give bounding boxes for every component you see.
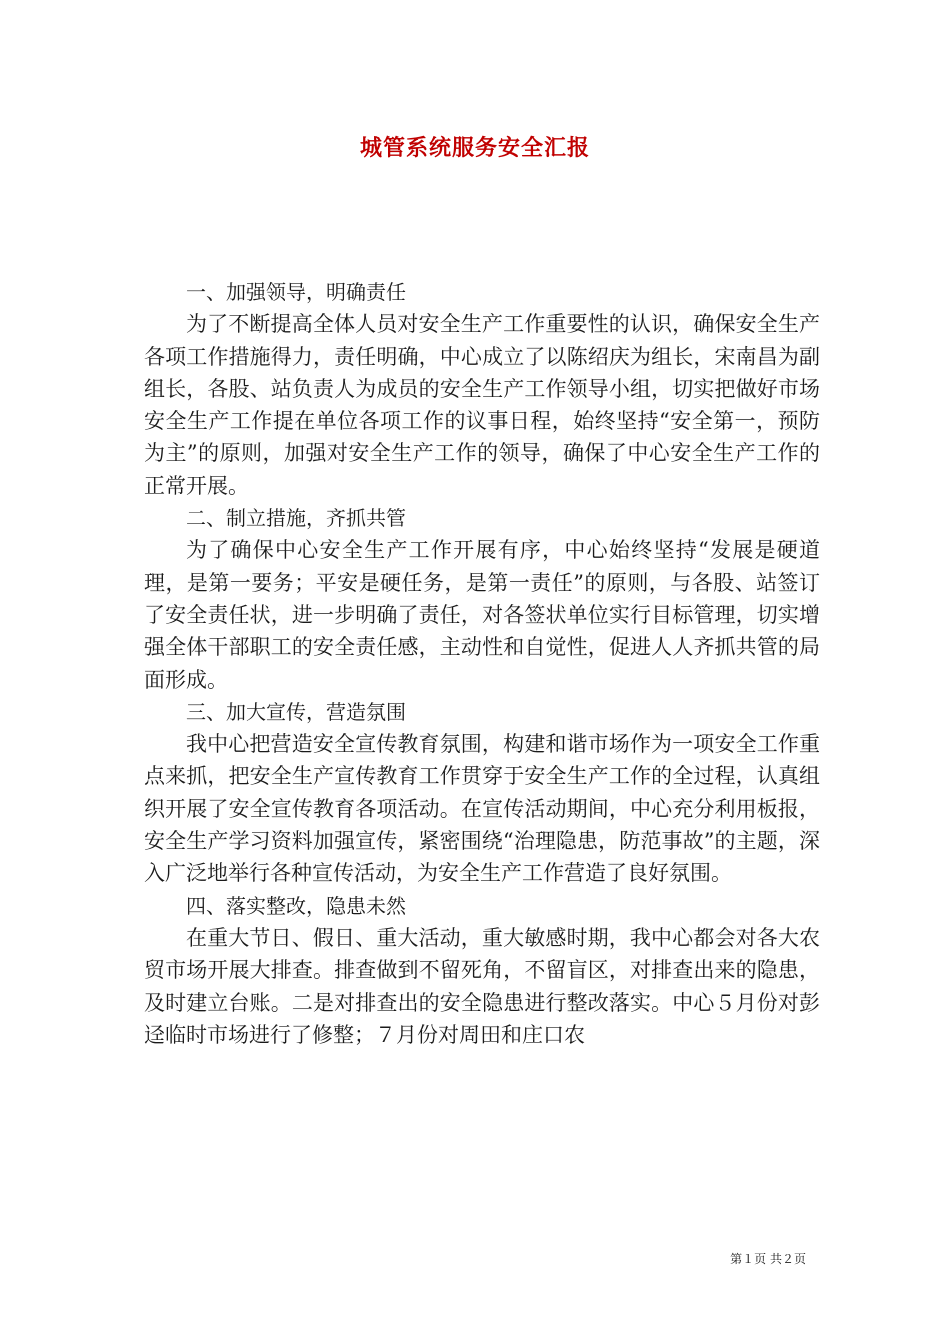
section-paragraph: 为了不断提高全体人员对安全生产工作重要性的认识，确保安全生产各项工作措施得力，责任明确，中心成立了以陈绍庆为组长，宋南昌为副组长，各股、站负责人为成员的安全生产工作领导小组，切实把做好市场安全生产工作提在单位各项工作的议事日程，始终坚持“安全第一，预防为主”的原则，加强对安全生产工作的领导，确保了中心安全生产工作的正常开展。 — [144, 312, 820, 498]
section-heading: 四、落实整改，隐患未然 — [186, 893, 406, 918]
section-paragraph: 为了确保中心安全生产工作开展有序，中心始终坚持“发展是硬道理，是第一要务；平安是硬任务，是第一责任”的原则，与各股、站签订了安全责任状，进一步明确了责任，对各签状单位实行目标管理，切实增强全体干部职工的安全责任感，主动性和自觉性，促进人人齐抓共管的局面形成。 — [144, 538, 820, 692]
section-paragraph: 我中心把营造安全宣传教育氛围，构建和谐市场作为一项安全工作重点来抓，把安全生产宣传教育工作贯穿于安全生产工作的全过程，认真组织开展了安全宣传教育各项活动。在宣传活动期间，中心充分利用板报，安全生产学习资料加强宣传，紧密围绕“治理隐患，防范事故”的主题，深入广泛地举行各种宣传活动，为安全生产工作营造了良好氛围。 — [144, 732, 820, 886]
document-body — [144, 276, 820, 1051]
section-heading: 三、加大宣传，营造氛围 — [186, 699, 406, 724]
section-heading: 二、制立措施，齐抓共管 — [186, 506, 406, 531]
section-heading: 一、加强领导，明确责任 — [186, 280, 406, 304]
page-number: 第１页 共２页 — [730, 1252, 806, 1266]
section-paragraph: 在重大节日、假日、重大活动，重大敏感时期，我中心都会对各大农贸市场开展大排查。排查做到不留死角，不留盲区，对排查出来的隐患，及时建立台账。二是对排查出的安全隐患进行整改落实。中心５月份对彭迳临时市场进行了修整；７月份对周田和庄口农 — [144, 925, 820, 1047]
document-title: 城管系统服务安全汇报 — [359, 135, 590, 161]
